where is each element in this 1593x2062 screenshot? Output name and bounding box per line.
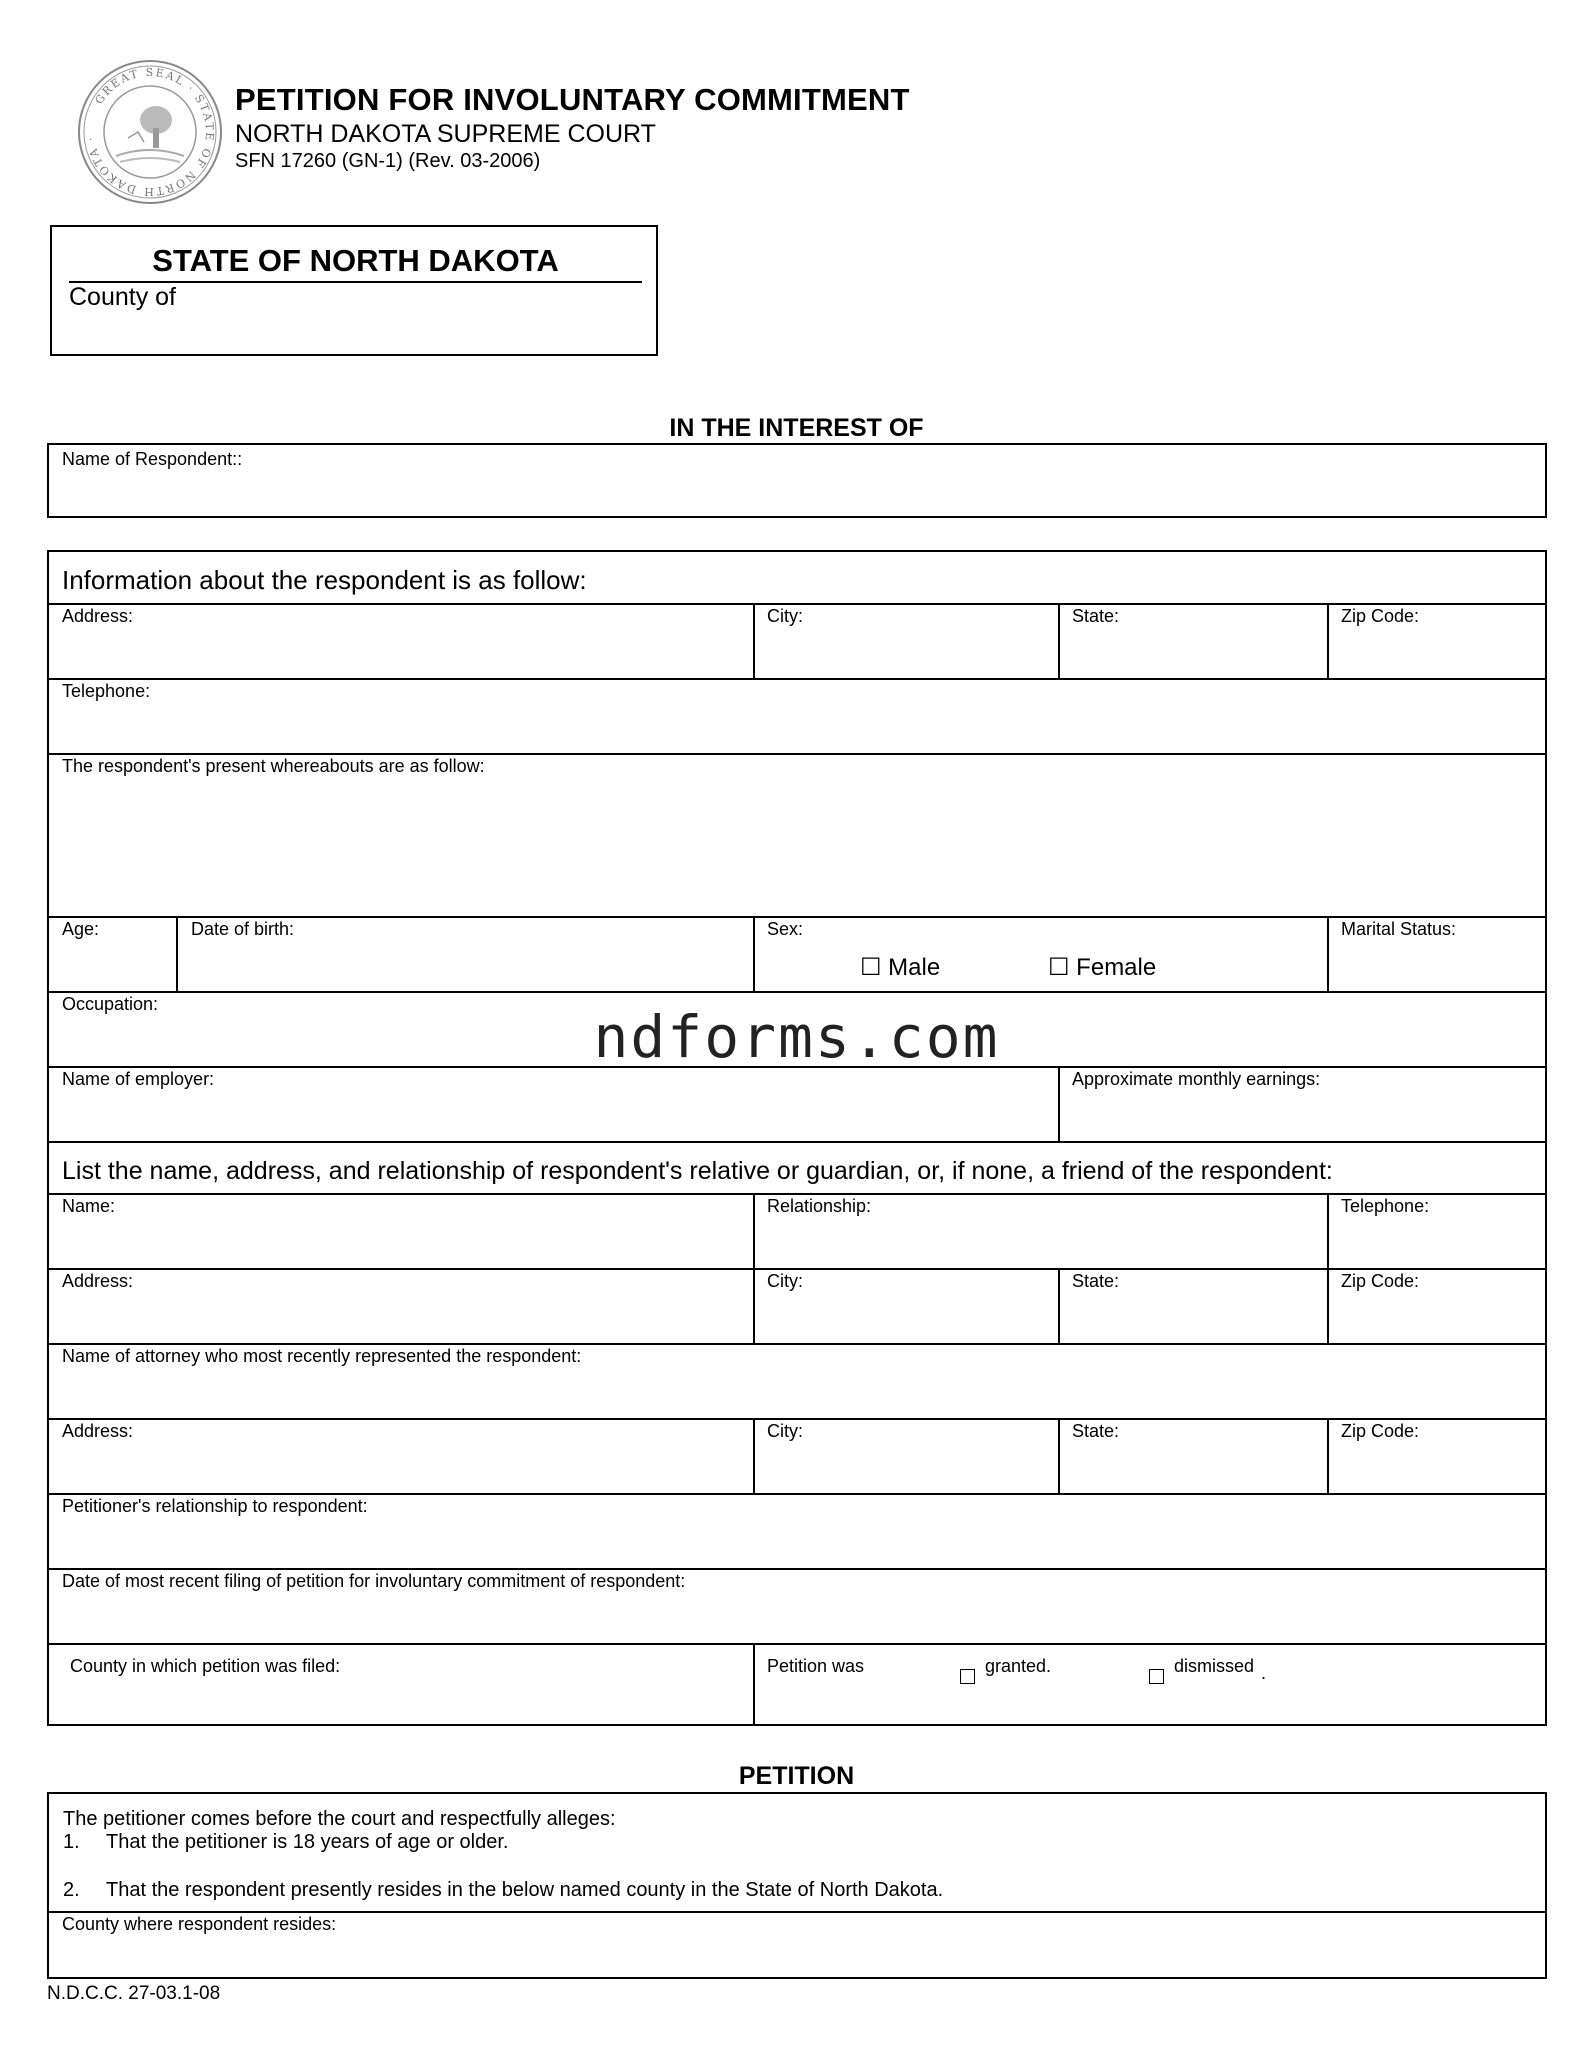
relative-zip-field[interactable]: Zip Code: [1341, 1271, 1420, 1291]
relative-city-field[interactable]: City: [767, 1271, 803, 1291]
address-field[interactable]: Address: [62, 606, 134, 626]
state-seal-logo [76, 58, 224, 206]
court-name: NORTH DAKOTA SUPREME COURT [235, 120, 656, 148]
attorney-zip-field[interactable]: Zip Code: [1341, 1421, 1420, 1441]
sex-label: Sex: [767, 919, 804, 939]
watermark: ndforms.com [593, 1003, 1000, 1071]
relative-state-field[interactable]: State: [1072, 1271, 1120, 1291]
employer-field[interactable]: Name of employer: [62, 1069, 215, 1089]
telephone-field[interactable]: Telephone: [62, 681, 151, 701]
marital-status-field[interactable]: Marital Status: [1341, 919, 1457, 939]
form-title: PETITION FOR INVOLUNTARY COMMITMENT [235, 82, 910, 117]
dob-field[interactable]: Date of birth: [191, 919, 295, 939]
petitioner-relationship-field[interactable]: Petitioner's relationship to respondent: [62, 1496, 368, 1516]
relative-address-field[interactable]: Address: [62, 1271, 134, 1291]
recent-filing-date-field[interactable]: Date of most recent filing of petition for involuntary commitment of respondent: [62, 1571, 686, 1591]
sex-female-checkbox[interactable]: ☐ Female [1048, 954, 1157, 981]
svg-text:GREAT SEAL · STATE OF NORTH DA: GREAT SEAL · STATE OF NORTH DAKOTA · [84, 65, 217, 199]
sex-male-checkbox[interactable]: ☐ Male [860, 954, 941, 981]
county-filed-field[interactable]: County in which petition was filed: [70, 1656, 341, 1676]
dismissed-label: dismissed [1174, 1656, 1255, 1676]
footer-statute: N.D.C.C. 27-03.1-08 [47, 1983, 221, 2004]
item1-number: 1. [63, 1831, 80, 1853]
respondent-name-field[interactable] [47, 443, 1547, 518]
age-field[interactable]: Age: [62, 919, 100, 939]
attorney-address-field[interactable]: Address: [62, 1421, 134, 1441]
form-number: SFN 17260 (GN-1) (Rev. 03-2006) [235, 150, 541, 172]
petition-was-label: Petition was [767, 1656, 865, 1676]
item1-text: That the petitioner is 18 years of age or older. [106, 1831, 509, 1853]
county-of-label[interactable]: County of [69, 283, 177, 311]
relative-intro: List the name, address, and relationship of respondent's relative or guardian, or, if none, a friend of the respondent: [62, 1157, 1333, 1185]
earnings-field[interactable]: Approximate monthly earnings: [1072, 1069, 1321, 1089]
occupation-field[interactable]: Occupation: [62, 994, 159, 1014]
attorney-name-field[interactable]: Name of attorney who most recently represented the respondent: [62, 1346, 582, 1366]
item2-number: 2. [63, 1879, 80, 1901]
zip-field[interactable]: Zip Code: [1341, 606, 1420, 626]
respondent-name-label: Name of Respondent:: [62, 449, 243, 469]
state-county-box [50, 225, 658, 356]
info-intro: Information about the respondent is as follow: [62, 565, 587, 595]
state-heading: STATE OF NORTH DAKOTA [152, 243, 559, 278]
period-mark: . [1261, 1663, 1267, 1683]
dismissed-checkbox[interactable] [1149, 1669, 1164, 1684]
respondent-info-table [47, 550, 1547, 1726]
whereabouts-field[interactable]: The respondent's present whereabouts are as follow: [62, 756, 485, 776]
granted-label: granted. [985, 1656, 1052, 1676]
relationship-field[interactable]: Relationship: [767, 1196, 872, 1216]
interest-heading: IN THE INTEREST OF [669, 414, 924, 442]
granted-checkbox[interactable] [960, 1669, 975, 1684]
relative-telephone-field[interactable]: Telephone: [1341, 1196, 1430, 1216]
county-resides-field[interactable]: County where respondent resides: [62, 1914, 337, 1934]
state-field[interactable]: State: [1072, 606, 1120, 626]
attorney-state-field[interactable]: State: [1072, 1421, 1120, 1441]
attorney-city-field[interactable]: City: [767, 1421, 803, 1441]
petition-heading: PETITION [738, 1762, 855, 1790]
relative-name-field[interactable]: Name: [62, 1196, 116, 1216]
item2-text: That the respondent presently resides in the below named county in the State of North Dakota. [106, 1879, 944, 1901]
petition-intro: The petitioner comes before the court and respectfully alleges: [63, 1808, 616, 1830]
city-field[interactable]: City: [767, 606, 803, 626]
